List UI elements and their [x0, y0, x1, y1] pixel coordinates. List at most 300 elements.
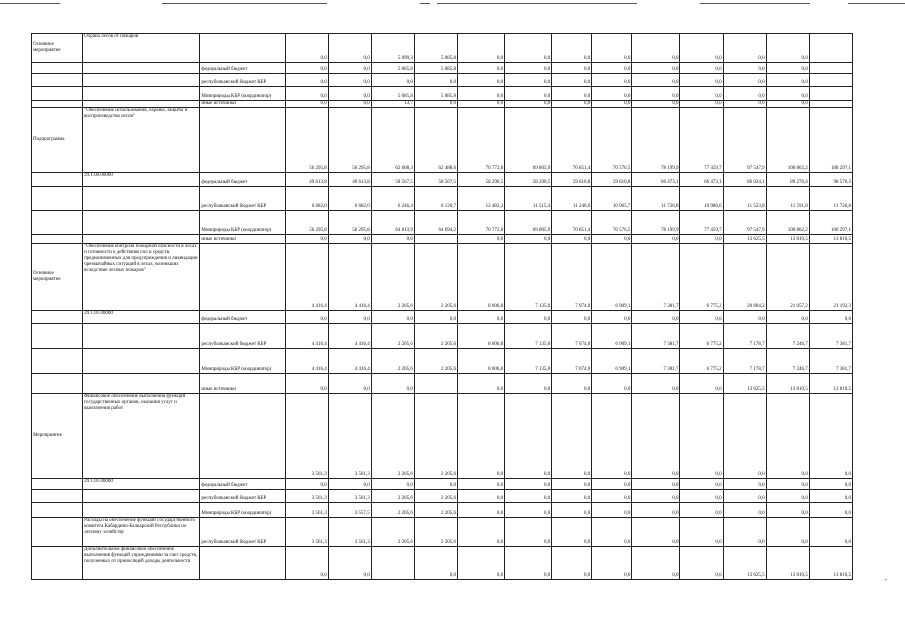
- cell-c1: [83, 63, 200, 74]
- value-cell: 13 625,5: [723, 235, 766, 244]
- table-row: [32, 211, 853, 235]
- value-cell: 0,0: [285, 63, 328, 74]
- cell-c0: Мероприятие: [32, 394, 83, 479]
- value-cell: 0,0: [371, 479, 414, 490]
- value-cell: [809, 74, 852, 87]
- value-cell: 0,0: [285, 311, 328, 324]
- value-cell: 0,0: [592, 479, 632, 490]
- value-cell: 6 909,1: [592, 244, 632, 311]
- value-cell: 0,0: [457, 547, 504, 580]
- value-cell: 0,0: [632, 479, 680, 490]
- value-cell: 0,0: [632, 311, 680, 324]
- value-cell: 0,0: [328, 87, 371, 101]
- cell-c1: Дополнительное финансовое обеспечение выполнения функций учреждениями за счет средств, полученных от приносящей доходы деятельности: [83, 547, 200, 580]
- value-cell: 2 205,6: [414, 324, 457, 349]
- value-cell: 6 775,2: [680, 324, 723, 349]
- value-cell: 5 085,8: [371, 87, 414, 101]
- value-cell: 0,0: [328, 374, 371, 394]
- value-cell: 2 205,6: [414, 394, 457, 479]
- value-cell: 3 561,3: [285, 503, 328, 518]
- value-cell: 0,0: [723, 63, 766, 74]
- value-cell: 10 965,7: [592, 187, 632, 211]
- value-cell: 0,0: [809, 518, 852, 547]
- cell-c0: Основное мероприятие: [32, 34, 83, 63]
- table-row: [32, 187, 853, 211]
- value-cell: 0,0: [680, 547, 723, 580]
- cell-c2: [200, 108, 285, 173]
- cell-c2: федеральный бюджет: [200, 479, 285, 490]
- value-cell: 0,0: [809, 490, 852, 503]
- value-cell: 0,0: [723, 490, 766, 503]
- value-cell: 0,0: [505, 547, 552, 580]
- value-cell: 5 085,8: [414, 63, 457, 74]
- value-cell: 7 135,0: [505, 244, 552, 311]
- value-cell: 0,0: [328, 74, 371, 87]
- value-cell: 2 205,6: [371, 518, 414, 547]
- value-cell: 0,0: [809, 394, 852, 479]
- value-cell: 0,0: [552, 374, 592, 394]
- value-cell: 0,0: [723, 34, 766, 63]
- value-cell: 0,0: [766, 87, 809, 101]
- value-cell: 0,0: [414, 311, 457, 324]
- value-cell: 0,0: [552, 87, 592, 101]
- value-cell: 0,0: [680, 34, 723, 63]
- value-cell: 0,0: [414, 101, 457, 108]
- value-cell: 0,0: [592, 374, 632, 394]
- value-cell: 7 381,7: [809, 324, 852, 349]
- value-cell: [809, 63, 852, 74]
- value-cell: 77 459,7: [680, 108, 723, 173]
- value-cell: 0,0: [505, 374, 552, 394]
- cell-c2: республиканский бюджет КБР: [200, 324, 285, 349]
- value-cell: 0,0: [632, 374, 680, 394]
- value-cell: 86 024,1: [723, 173, 766, 187]
- table-row: [32, 324, 853, 349]
- table-row: [32, 173, 853, 187]
- value-cell: 0,0: [552, 311, 592, 324]
- cell-c0: [32, 235, 83, 244]
- cell-c2: Минприроды КБР (координатор): [200, 503, 285, 518]
- value-cell: 0,0: [766, 490, 809, 503]
- value-cell: 0,0: [766, 34, 809, 63]
- value-cell: 4 416,4: [328, 244, 371, 311]
- value-cell: 13,7: [371, 101, 414, 108]
- value-cell: 0,0: [505, 503, 552, 518]
- table-row: [32, 547, 853, 580]
- value-cell: 0,0: [766, 74, 809, 87]
- cell-c1: [83, 101, 200, 108]
- value-cell: 3 561,3: [285, 394, 328, 479]
- value-cell: 100 862,2: [766, 108, 809, 173]
- cell-c1: [83, 324, 200, 349]
- value-cell: 6 682,0: [328, 187, 371, 211]
- table-row: [32, 101, 853, 108]
- table-row: [32, 74, 853, 87]
- value-cell: 2 205,6: [371, 394, 414, 479]
- cell-c0: [32, 547, 83, 580]
- value-cell: 7 381,7: [809, 349, 852, 374]
- value-cell: 0,0: [552, 547, 592, 580]
- value-cell: 0,0: [723, 311, 766, 324]
- value-cell: 0,0: [285, 74, 328, 87]
- value-cell: 11 240,6: [552, 187, 592, 211]
- value-cell: 0,0: [766, 479, 809, 490]
- value-cell: 11 726,8: [632, 187, 680, 211]
- value-cell: 3 561,3: [328, 490, 371, 503]
- value-cell: 2 205,6: [414, 490, 457, 503]
- value-cell: [414, 235, 457, 244]
- cell-c2: [200, 244, 285, 311]
- value-cell: 0,0: [592, 503, 632, 518]
- value-cell: 0,0: [328, 479, 371, 490]
- value-cell: 70 851,4: [552, 211, 592, 235]
- table-row: [32, 503, 853, 518]
- cell-c2: федеральный бюджет: [200, 63, 285, 74]
- cell-c1: Расходы на обеспечение функций Государственного комитета Кабардино-Балкарской Республики по лесному хозяйству: [83, 518, 200, 547]
- value-cell: 0,0: [592, 490, 632, 503]
- value-cell: 13 810,5: [809, 374, 852, 394]
- value-cell: 0,0: [592, 101, 632, 108]
- value-cell: 0,0: [285, 479, 328, 490]
- cell-c2: республиканский бюджет КБР: [200, 490, 285, 503]
- value-cell: 0,0: [632, 235, 680, 244]
- cell-c1: [83, 211, 200, 235]
- value-cell: 0,0: [552, 235, 592, 244]
- value-cell: 11 726,8: [809, 187, 852, 211]
- value-cell: 0,0: [328, 547, 371, 580]
- value-cell: 4 416,4: [285, 324, 328, 349]
- value-cell: 13 810,5: [809, 235, 852, 244]
- cell-c1: "Обеспечение использования, охраны, защиты и воспроизводства лесов": [83, 108, 200, 173]
- cell-c1: 29.1.01.00000: [83, 479, 200, 490]
- value-cell: 56 295,8: [328, 211, 371, 235]
- value-cell: 70 772,8: [457, 108, 504, 173]
- value-cell: 108 297,1: [809, 108, 852, 173]
- top-edge-marks: [0, 0, 905, 8]
- value-cell: 0,0: [505, 74, 552, 87]
- cell-c2: Минприроды КБР (координатор): [200, 349, 285, 374]
- value-cell: 7 246,7: [766, 349, 809, 374]
- value-cell: 13 810,5: [766, 547, 809, 580]
- cell-c0: [32, 311, 83, 324]
- value-cell: 64 813,9: [371, 211, 414, 235]
- value-cell: 0,0: [632, 547, 680, 580]
- value-cell: 13 625,5: [723, 547, 766, 580]
- value-cell: 0,0: [552, 394, 592, 479]
- value-cell: 4 416,4: [328, 349, 371, 374]
- value-cell: 0,0: [328, 34, 371, 63]
- value-cell: 5 085,8: [371, 63, 414, 74]
- value-cell: 0,0: [552, 518, 592, 547]
- value-cell: 0,0: [371, 235, 414, 244]
- value-cell: 0,0: [328, 311, 371, 324]
- value-cell: 0,0: [457, 87, 504, 101]
- table-row: [32, 87, 853, 101]
- value-cell: 7 178,7: [723, 349, 766, 374]
- cell-c2: иные источники: [200, 235, 285, 244]
- table-row: [32, 394, 853, 479]
- value-cell: 97 547,9: [723, 108, 766, 173]
- value-cell: 0,0: [457, 101, 504, 108]
- value-cell: 70 772,8: [457, 211, 504, 235]
- value-cell: 0,0: [285, 235, 328, 244]
- value-cell: 2 205,6: [371, 324, 414, 349]
- value-cell: 7 135,0: [505, 324, 552, 349]
- cell-c2: [200, 547, 285, 580]
- value-cell: 0,0: [505, 235, 552, 244]
- value-cell: 56 295,8: [285, 211, 328, 235]
- value-cell: 0,0: [457, 374, 504, 394]
- cell-c2: Минприроды КБР (координатор): [200, 211, 285, 235]
- value-cell: 0,0: [285, 101, 328, 108]
- cell-c1: 29.1.01.00000: [83, 311, 200, 324]
- value-cell: 0,0: [632, 101, 680, 108]
- value-cell: 69 805,9: [505, 108, 552, 173]
- value-cell: 0,0: [723, 518, 766, 547]
- value-cell: [371, 547, 414, 580]
- cell-c2: федеральный бюджет: [200, 173, 285, 187]
- cell-c1: [83, 490, 200, 503]
- value-cell: 89 270,4: [766, 173, 809, 187]
- value-cell: 0,0: [414, 479, 457, 490]
- cell-c0: [32, 374, 83, 394]
- value-cell: 0,0: [552, 63, 592, 74]
- value-cell: 7 074,0: [552, 244, 592, 311]
- value-cell: 6 246,4: [371, 187, 414, 211]
- value-cell: 6 682,0: [285, 187, 328, 211]
- value-cell: 21 192,3: [809, 244, 852, 311]
- value-cell: 6 775,2: [680, 349, 723, 374]
- value-cell: 0,0: [371, 311, 414, 324]
- value-cell: 0,0: [723, 479, 766, 490]
- cell-c0: [32, 87, 83, 101]
- value-cell: 0,0: [680, 311, 723, 324]
- value-cell: 0,0: [809, 311, 852, 324]
- value-cell: 0,0: [457, 490, 504, 503]
- value-cell: 49 613,8: [285, 173, 328, 187]
- cell-c2: [200, 394, 285, 479]
- cell-c0: [32, 63, 83, 74]
- value-cell: 0,0: [680, 503, 723, 518]
- value-cell: 0,0: [723, 74, 766, 87]
- value-cell: 0,0: [592, 34, 632, 63]
- value-cell: 13 625,5: [723, 374, 766, 394]
- value-cell: 6 126,7: [414, 187, 457, 211]
- value-cell: 0,0: [680, 74, 723, 87]
- cell-c2: [200, 34, 285, 63]
- value-cell: 62 608,3: [371, 108, 414, 173]
- value-cell: 0,0: [505, 101, 552, 108]
- value-cell: 6 909,1: [592, 349, 632, 374]
- value-cell: 0,0: [552, 101, 592, 108]
- value-cell: 0,0: [505, 63, 552, 74]
- value-cell: 2 205,6: [371, 244, 414, 311]
- value-cell: 77 459,7: [680, 211, 723, 235]
- value-cell: 0,0: [680, 490, 723, 503]
- value-cell: 0,0: [809, 479, 852, 490]
- value-cell: 3 561,3: [328, 518, 371, 547]
- cell-c0: [32, 324, 83, 349]
- value-cell: 0,0: [414, 547, 457, 580]
- value-cell: 58 567,5: [414, 173, 457, 187]
- value-cell: 0,0: [766, 101, 809, 108]
- value-cell: 0,0: [632, 503, 680, 518]
- value-cell: 2 205,6: [414, 349, 457, 374]
- value-cell: 0,0: [552, 479, 592, 490]
- table-row: [32, 374, 853, 394]
- value-cell: 0,0: [457, 479, 504, 490]
- value-cell: 0,0: [457, 518, 504, 547]
- value-cell: 0,0: [552, 503, 592, 518]
- value-cell: 0,0: [285, 34, 328, 63]
- cell-c1: [83, 503, 200, 518]
- value-cell: 70 851,4: [552, 108, 592, 173]
- value-cell: 6 775,2: [680, 244, 723, 311]
- value-cell: [809, 101, 852, 108]
- value-cell: 49 613,8: [328, 173, 371, 187]
- value-cell: 0,0: [592, 518, 632, 547]
- value-cell: 7 381,7: [632, 349, 680, 374]
- cell-c1: "Обеспечение контроля пожарной опасности в лесах и готовности к действиям сил и средств, предназначенных для предупреждения и ликвидации чрезвычайных ситуаций в лесах, возникших вследствие лесных пожаров": [83, 244, 200, 311]
- value-cell: 13 810,5: [809, 547, 852, 580]
- value-cell: 0,0: [632, 34, 680, 63]
- value-cell: 0,0: [680, 374, 723, 394]
- value-cell: 0,0: [457, 74, 504, 87]
- value-cell: 70 576,5: [592, 211, 632, 235]
- value-cell: 7 381,7: [632, 244, 680, 311]
- value-cell: 0,0: [632, 490, 680, 503]
- value-cell: 3 561,3: [285, 490, 328, 503]
- value-cell: 0,0: [592, 311, 632, 324]
- value-cell: 0,0: [505, 394, 552, 479]
- cell-c0: [32, 503, 83, 518]
- value-cell: 0,0: [505, 87, 552, 101]
- value-cell: 0,0: [766, 518, 809, 547]
- value-cell: 56 295,8: [328, 108, 371, 173]
- value-cell: 64 694,2: [414, 211, 457, 235]
- value-cell: 11 515,4: [505, 187, 552, 211]
- budget-table: [31, 33, 853, 580]
- value-cell: 2 205,6: [371, 503, 414, 518]
- value-cell: 70 576,5: [592, 108, 632, 173]
- table-row: [32, 34, 853, 63]
- value-cell: 5 085,8: [414, 34, 457, 63]
- value-cell: 0,0: [632, 74, 680, 87]
- cell-c1: [83, 374, 200, 394]
- cell-c0: [32, 211, 83, 235]
- value-cell: 0,0: [328, 235, 371, 244]
- value-cell: 8 006,8: [457, 244, 504, 311]
- cell-c1: [83, 74, 200, 87]
- value-cell: 10 986,6: [680, 187, 723, 211]
- value-cell: 58 290,5: [457, 173, 504, 187]
- value-cell: 58 290,5: [505, 173, 552, 187]
- value-cell: 0,0: [592, 235, 632, 244]
- value-cell: 0,0: [414, 74, 457, 87]
- value-cell: 0,0: [328, 101, 371, 108]
- value-cell: 4 416,4: [285, 349, 328, 374]
- value-cell: 0,0: [632, 518, 680, 547]
- value-cell: [809, 34, 852, 63]
- value-cell: 13 810,5: [766, 235, 809, 244]
- value-cell: 97 547,9: [723, 211, 766, 235]
- table-row: [32, 349, 853, 374]
- value-cell: 4 416,4: [285, 244, 328, 311]
- value-cell: 0,0: [505, 479, 552, 490]
- cell-c2: иные источники: [200, 374, 285, 394]
- value-cell: 20 804,2: [723, 244, 766, 311]
- value-cell: 0,0: [457, 311, 504, 324]
- value-cell: 0,0: [457, 503, 504, 518]
- table-row: [32, 235, 853, 244]
- value-cell: 2 205,6: [414, 244, 457, 311]
- value-cell: 0,0: [505, 34, 552, 63]
- value-cell: 5 099,3: [371, 34, 414, 63]
- value-cell: 0,0: [371, 374, 414, 394]
- value-cell: 0,0: [766, 394, 809, 479]
- value-cell: 0,0: [680, 63, 723, 74]
- cell-c1: Финансовое обеспечение выполнения функций государственных органов, оказания услуг и выполнения работ: [83, 394, 200, 479]
- value-cell: 0,0: [457, 235, 504, 244]
- value-cell: 3 561,3: [285, 518, 328, 547]
- value-cell: 0,0: [766, 503, 809, 518]
- value-cell: 2 205,6: [371, 349, 414, 374]
- value-cell: 0,0: [285, 547, 328, 580]
- value-cell: 0,0: [592, 74, 632, 87]
- value-cell: 66 473,1: [632, 173, 680, 187]
- cell-c1: [83, 87, 200, 101]
- value-cell: 0,0: [723, 101, 766, 108]
- value-cell: 66 473,1: [680, 173, 723, 187]
- value-cell: 0,0: [766, 63, 809, 74]
- table-row: [32, 311, 853, 324]
- value-cell: [414, 374, 457, 394]
- value-cell: 7 074,0: [552, 349, 592, 374]
- cell-c0: [32, 518, 83, 547]
- value-cell: 0,0: [285, 374, 328, 394]
- value-cell: 0,0: [505, 490, 552, 503]
- value-cell: 0,0: [680, 87, 723, 101]
- value-cell: 13 810,5: [766, 374, 809, 394]
- cell-c0: [32, 349, 83, 374]
- value-cell: 0,0: [505, 518, 552, 547]
- cell-c2: иные источники: [200, 101, 285, 108]
- table-row: [32, 490, 853, 503]
- value-cell: 11 523,8: [723, 187, 766, 211]
- value-cell: 7 135,0: [505, 349, 552, 374]
- cell-c0: [32, 479, 83, 490]
- cell-c0: [32, 187, 83, 211]
- cell-c1: [83, 235, 200, 244]
- table-row: [32, 518, 853, 547]
- value-cell: 56 295,8: [285, 108, 328, 173]
- value-cell: 0,0: [592, 63, 632, 74]
- value-cell: 0,0: [505, 311, 552, 324]
- cell-c0: [32, 101, 83, 108]
- value-cell: 0,0: [723, 87, 766, 101]
- table-row: [32, 244, 853, 311]
- cell-c2: республиканский бюджет КБР: [200, 518, 285, 547]
- value-cell: 0,0: [723, 394, 766, 479]
- value-cell: 11 591,8: [766, 187, 809, 211]
- cell-c2: федеральный бюджет: [200, 311, 285, 324]
- cell-c0: [32, 173, 83, 187]
- value-cell: 4 416,4: [328, 324, 371, 349]
- value-cell: 0,0: [632, 63, 680, 74]
- cell-c0: [32, 74, 83, 87]
- value-cell: 0,0: [592, 547, 632, 580]
- table-row: [32, 479, 853, 490]
